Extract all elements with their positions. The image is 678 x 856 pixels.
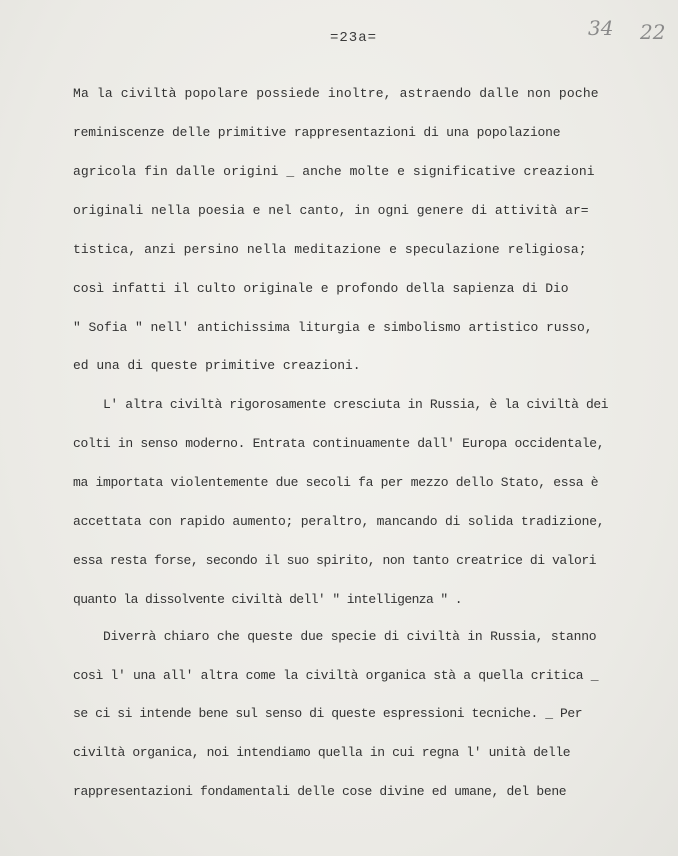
text-line: quanto la dissolvente civiltà dell' " intelligenza " .	[73, 592, 462, 607]
text-line: colti in senso moderno. Entrata continuamente dall' Europa occidentale,	[73, 436, 605, 451]
text-line: così l' una all' altra come la civiltà organica stà a quella critica _	[73, 668, 599, 683]
text-line: così infatti il culto originale e profondo della sapienza di Dio	[73, 281, 569, 296]
handwritten-page-annotation: 22	[640, 20, 666, 44]
text-line: accettata con rapido aumento; peraltro, mancando di solida tradizione,	[73, 514, 605, 529]
text-line: rappresentazioni fondamentali delle cose divine ed umane, del bene	[73, 784, 567, 799]
text-line: civiltà organica, noi intendiamo quella in cui regna l' unità delle	[73, 745, 571, 760]
text-line: reminiscenze delle primitive rappresentazioni di una popolazione	[73, 125, 561, 140]
text-line: essa resta forse, secondo il suo spirito, non tanto creatrice di valori	[73, 553, 597, 568]
text-line: L' altra civiltà rigorosamente cresciuta in Russia, è la civiltà dei	[103, 397, 609, 412]
text-line: tistica, anzi persino nella meditazione e speculazione religiosa;	[73, 242, 587, 257]
text-line: originali nella poesia e nel canto, in ogni genere di attività ar=	[73, 203, 589, 218]
text-line: ma importata violentemente due secoli fa per mezzo dello Stato, essa è	[73, 475, 599, 490]
text-line: ed una di queste primitive creazioni.	[73, 358, 361, 373]
text-line: Ma la civiltà popolare possiede inoltre, astraendo dalle non poche	[73, 86, 599, 101]
text-line: Diverrà chiaro che queste due specie di civiltà in Russia, stanno	[103, 629, 597, 644]
text-line: se ci si intende bene sul senso di queste espressioni tecniche. _ Per	[73, 706, 583, 721]
page-number: =23a=	[330, 30, 378, 46]
text-line: agricola fin dalle origini _ anche molte e significative creazioni	[73, 164, 595, 179]
text-line: " Sofia " nell' antichissima liturgia e simbolismo artistico russo,	[73, 320, 593, 335]
handwritten-page-annotation: 34	[588, 16, 614, 40]
